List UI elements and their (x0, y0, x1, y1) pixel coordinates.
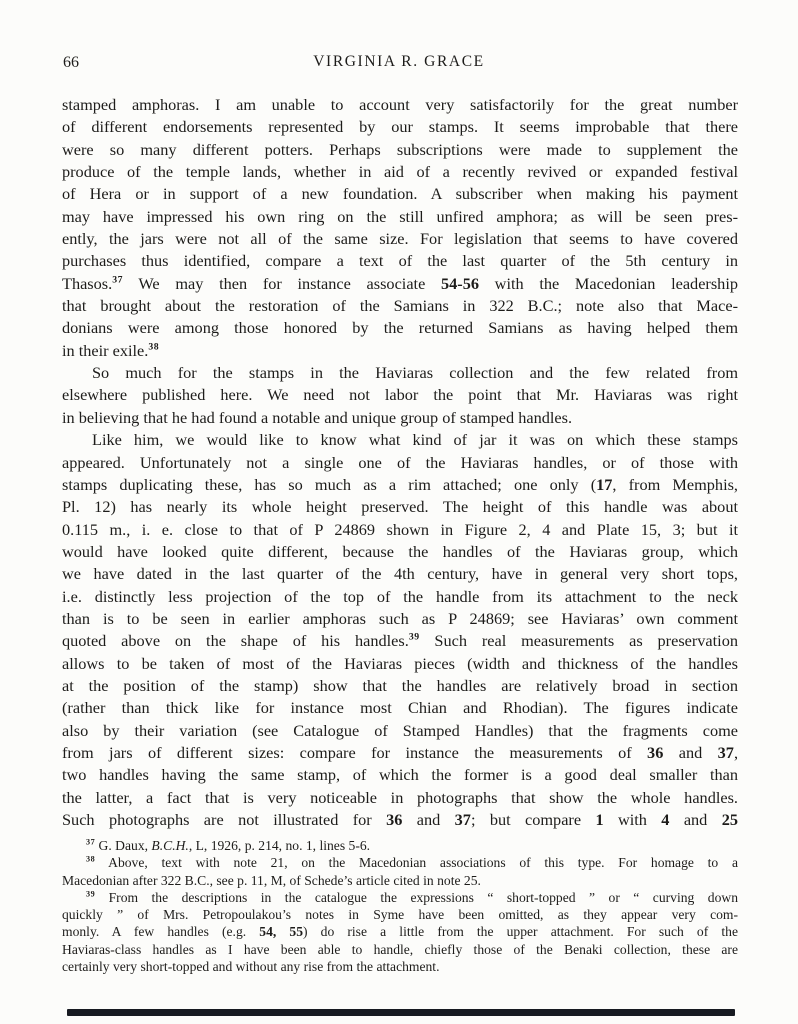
text-line: would have looked quite different, because the handles of the Haviaras group, which (62, 541, 738, 561)
text-line: also by their variation (see Catalogue of Stamped Handles) that the fragments come (62, 720, 738, 740)
text-line: the latter, a fact that is very noticeable in photographs that show the whole handles. (62, 787, 738, 807)
text-line: i.e. distinctly less projection of the top of the handle from its attachment to the neck (62, 586, 738, 606)
text-line: ently, the jars were not all of the same size. For legislation that seems to have covered (62, 229, 738, 249)
text-line: stamped amphoras. I am unable to account very satisfactorily for the great number (62, 95, 738, 114)
text-line: $^{38}$ Above, text with note 21, on the Macedonian associations of this type. For homage to a (86, 854, 738, 871)
text-line: Like him, we would like to know what kind of jar it was on which these stamps (92, 430, 738, 450)
page-header (62, 53, 736, 75)
text-line: stamps duplicating these, has so much as a rim attached; one only (17, from Memphis, (62, 474, 738, 494)
text-line: (rather than thick like for instance most Chian and Rhodian). The figures indicate (62, 698, 738, 718)
text-line: certainly very short-topped and without any rise from the attachment. (62, 959, 440, 975)
text-line: may have impressed his own ring on the still unfired amphora; as will be seen pres- (62, 206, 738, 226)
text-line: purchases thus identified, compare a text of the last quarter of the 5th century in (62, 251, 738, 271)
text-line: of Hera or in support of a new foundation. A subscriber when making his payment (62, 184, 738, 204)
text-line: Thasos.$^{37}$ We may then for instance associate 54-56 with the Macedonian leadership (62, 273, 738, 293)
text-line: So much for the stamps in the Haviaras collection and the few related from (92, 363, 738, 383)
text-line: quoted above on the shape of his handles.$^{39}$ Such real measurements as preservation (62, 631, 738, 651)
text-line: two handles having the same stamp, of which the former is a good deal smaller than (62, 765, 738, 785)
text-line: $^{37}$ G. Daux, B.C.H., L, 1926, p. 214, no. 1, lines 5-6. (86, 837, 371, 853)
text-line: monly. A few handles (e.g. 54, 55) do rise a little from the upper attachment. For such of the (62, 924, 738, 940)
text-line: at the position of the stamp) show that the handles are relatively broad in section (62, 675, 738, 695)
text-line: appeared. Unfortunately not a single one of the Haviaras handles, or of those with (62, 452, 738, 472)
text-line: in their exile.$^{38}$ (62, 340, 160, 360)
running-head: VIRGINIA R. GRACE (313, 53, 485, 70)
text-line: than is to be seen in earlier amphoras such as P 24869; see Haviaras’ own comment (62, 608, 738, 628)
text-line: donians were among those honored by the returned Samians as having helped them (62, 318, 738, 338)
text-line: 0.115 m., i. e. close to that of P 24869 shown in Figure 2, 4 and Plate 15, 3; but it (62, 519, 738, 539)
text-line: were so many different potters. Perhaps subscriptions were made to supplement the (62, 139, 738, 159)
scan-edge-artifact (67, 1009, 735, 1016)
text-line: elsewhere published here. We need not labor the point that Mr. Haviaras was right (62, 385, 738, 405)
text-line: Haviaras-class handles as I have been able to handle, chiefly those of the Benaki collection, these are (62, 941, 738, 957)
text-line: produce of the temple lands, whether in aid of a recently revived or expanded festival (62, 162, 738, 182)
body-text (62, 94, 738, 831)
text-line: of different endorsements represented by our stamps. It seems improbable that there (62, 117, 738, 137)
text-line: we have dated in the last quarter of the 4th century, have in general very short tops, (62, 564, 738, 584)
text-line: Macedonian after 322 B.C., see p. 11, M, of Schede’s article cited in note 25. (62, 872, 481, 888)
page-number: 66 (63, 54, 79, 71)
text-line: $^{39}$ From the descriptions in the catalogue the expressions “ short-topped ” or “ curving down (86, 889, 738, 905)
text-line: quickly ” of Mrs. Petropoulakou’s notes in Syme have been omitted, as they appear very com- (62, 907, 738, 923)
text-line: Such photographs are not illustrated for 36 and 37; but compare 1 with 4 and 25 (62, 810, 738, 829)
text-line: in believing that he had found a notable and unique group of stamped handles. (62, 407, 573, 427)
text-line: allows to be taken of most of the Haviaras pieces (width and thickness of the handles (62, 653, 738, 673)
text-line: from jars of different sizes: compare for instance the measurements of 36 and 37, (62, 742, 739, 762)
text-line: that brought about the restoration of the Samians in 322 B.C.; note also that Mace- (62, 296, 738, 316)
footnotes (62, 837, 738, 975)
text-line: Pl. 12) has nearly its whole height preserved. The height of this handle was about (62, 497, 738, 517)
